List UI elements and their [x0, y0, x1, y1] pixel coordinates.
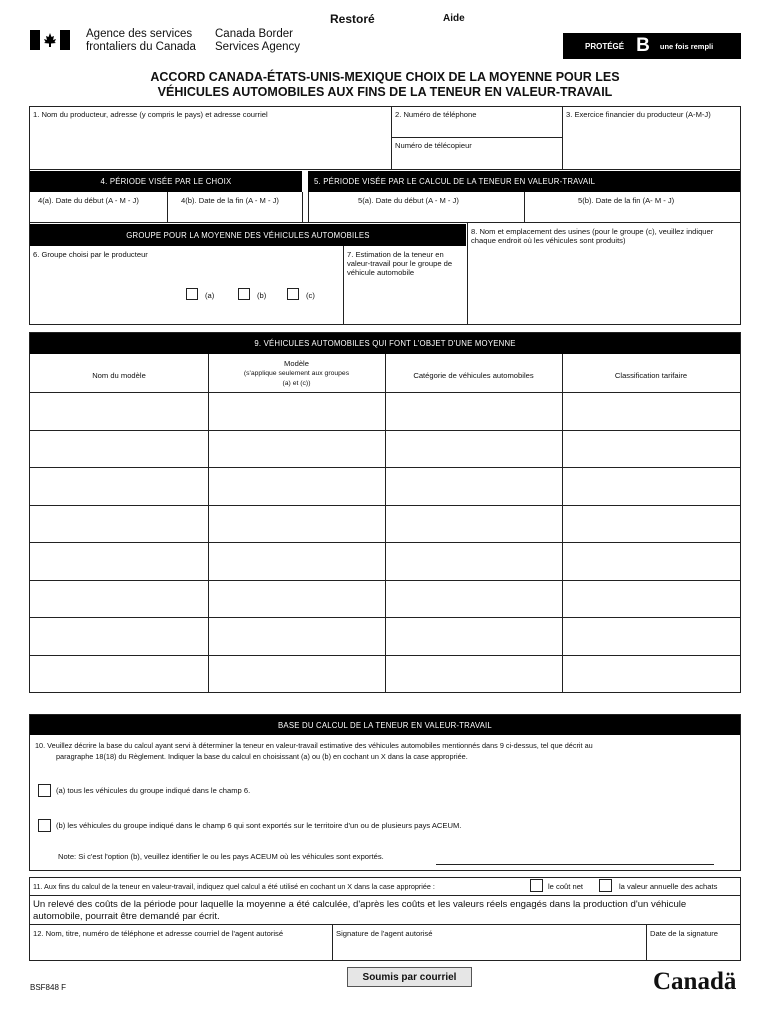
col-model-name: Nom du modèle	[92, 371, 146, 380]
plants-field[interactable]	[468, 250, 740, 324]
basis-a-checkbox[interactable]	[38, 784, 51, 797]
agency-name-fr	[86, 28, 196, 54]
fax-field[interactable]	[392, 151, 561, 168]
section-4-header: 4. PÉRIODE VISÉE PAR LE CHOIX	[30, 171, 302, 192]
table-cell[interactable]	[386, 431, 562, 467]
table-cell[interactable]	[30, 581, 208, 617]
start-date-5a-field[interactable]	[309, 206, 523, 221]
col-model-line2: (s'applique seulement aux groupes	[243, 370, 350, 377]
table-cell[interactable]	[563, 543, 740, 579]
basis-a-label: (a) tous les véhicules du groupe indiqué dans le champ 6.	[56, 786, 251, 795]
signature-field[interactable]	[333, 940, 645, 960]
group-choice-label: 6. Groupe choisi par le producteur	[33, 250, 148, 259]
table-cell[interactable]	[386, 543, 562, 579]
table-cell[interactable]	[209, 468, 385, 504]
fiscal-year-field[interactable]	[563, 120, 740, 168]
start-date-4a-label: 4(a). Date du début (A - M - J)	[38, 196, 139, 205]
notice-text	[33, 899, 686, 922]
col-model-line3: (a) et (c))	[282, 380, 311, 387]
table-cell[interactable]	[563, 468, 740, 504]
page-title	[0, 70, 770, 100]
col-vehicle-category: Catégorie de véhicules automobiles	[413, 371, 534, 380]
countries-field[interactable]	[436, 852, 714, 865]
annual-value-label: la valeur annuelle des achats	[619, 882, 718, 891]
table-cell[interactable]	[209, 393, 385, 429]
net-cost-checkbox[interactable]	[530, 879, 543, 892]
table-cell[interactable]	[386, 506, 562, 542]
table-cell[interactable]	[209, 618, 385, 654]
table-cell[interactable]	[563, 506, 740, 542]
table-cell[interactable]	[30, 506, 208, 542]
table-cell[interactable]	[386, 468, 562, 504]
signature-date-label: Date de la signature	[650, 929, 718, 938]
table-cell[interactable]	[209, 543, 385, 579]
estimate-field[interactable]	[344, 292, 466, 324]
divider	[29, 222, 741, 223]
table-cell[interactable]	[563, 581, 740, 617]
group-a-label: (a)	[205, 291, 215, 300]
group-c-label: (c)	[306, 291, 315, 300]
fax-label: Numéro de télécopieur	[395, 141, 472, 150]
table-cell[interactable]	[30, 431, 208, 467]
divider	[391, 137, 562, 138]
group-b-checkbox[interactable]	[238, 288, 250, 300]
phone-label: 2. Numéro de téléphone	[395, 110, 477, 119]
table-cell[interactable]	[209, 431, 385, 467]
table-cell[interactable]	[209, 581, 385, 617]
table-cell[interactable]	[563, 431, 740, 467]
agency-fr-line2: frontaliers du Canada	[86, 41, 196, 53]
table-cell[interactable]	[30, 393, 208, 429]
notice-line2: automobile, pourrait être demandé par écrit.	[33, 910, 220, 922]
signature-date-field[interactable]	[647, 940, 740, 960]
group-b-label: (b)	[257, 291, 267, 300]
start-date-4a-field[interactable]	[31, 206, 165, 221]
basis-note: Note: Si c'est l'option (b), veuillez identifier le ou les pays ACEUM où les véhicules sont exportés.	[58, 852, 384, 861]
help-button[interactable]: Aide	[443, 13, 465, 24]
col-tariff-classification: Classification tarifaire	[614, 371, 688, 380]
col-model	[208, 359, 385, 389]
restore-button[interactable]: Restoré	[330, 12, 375, 26]
submit-email-label: Soumis par courriel	[362, 971, 457, 983]
group-header: GROUPE POUR LA MOYENNE DES VÉHICULES AUTOMOBILES	[30, 224, 466, 246]
canada-wordmark: Canadä	[653, 968, 737, 995]
col-model-line1: Modèle	[284, 359, 309, 368]
page-title-line2: VÉHICULES AUTOMOBILES AUX FINS DE LA TENEUR EN VALEUR-TRAVAIL	[157, 85, 613, 99]
signature-label: Signature de l'agent autorisé	[336, 929, 433, 938]
net-cost-label: le coût net	[548, 882, 584, 891]
agency-name-en	[215, 28, 300, 54]
page-title-line1: ACCORD CANADA-ÉTATS-UNIS-MEXIQUE CHOIX DE LA MOYENNE POUR LES	[150, 70, 620, 84]
table-cell[interactable]	[386, 581, 562, 617]
end-date-4b-field[interactable]	[168, 206, 301, 221]
table-cell[interactable]	[30, 543, 208, 579]
protected-b-badge	[563, 33, 741, 59]
table-cell[interactable]	[30, 656, 208, 692]
basis-b-checkbox[interactable]	[38, 819, 51, 832]
table-cell[interactable]	[30, 618, 208, 654]
plants-label-text: 8. Nom et emplacement des usines (pour le groupe (c), veuillez indiquer chaque endroit où les véhicules sont produits)	[471, 227, 714, 245]
table-cell[interactable]	[209, 656, 385, 692]
fiscal-year-label: 3. Exercice financier du producteur (A-M-J)	[566, 110, 711, 119]
end-date-5b-label: 5(b). Date de la fin (A- M - J)	[578, 196, 675, 205]
table-cell[interactable]	[563, 618, 740, 654]
calculation-basis-header: BASE DU CALCUL DE LA TENEUR EN VALEUR-TRAVAIL	[30, 715, 740, 735]
estimate-label: 7. Estimation de la teneur en valeur-travail pour le groupe de véhicule automobile	[347, 250, 453, 277]
table-cell[interactable]	[386, 618, 562, 654]
submit-email-button[interactable]	[347, 967, 472, 987]
protected-label: PROTÉGÉ	[585, 41, 625, 51]
divider	[302, 192, 303, 222]
agent-info-label: 12. Nom, titre, numéro de téléphone et adresse courriel de l'agent autorisé	[33, 929, 284, 938]
table-cell[interactable]	[386, 393, 562, 429]
agency-en-line1: Canada Border	[215, 28, 293, 40]
table-cell[interactable]	[563, 656, 740, 692]
phone-field[interactable]	[392, 120, 561, 136]
table-cell[interactable]	[386, 656, 562, 692]
form-code: BSF848 F	[30, 983, 67, 992]
table-cell[interactable]	[563, 393, 740, 429]
table-cell[interactable]	[209, 506, 385, 542]
plants-label	[471, 227, 736, 245]
agency-fr-line1: Agence des services	[86, 28, 193, 40]
producer-name-field[interactable]	[30, 120, 390, 168]
protected-note: une fois rempli	[659, 41, 714, 51]
annual-value-checkbox[interactable]	[599, 879, 612, 892]
agent-info-field[interactable]	[30, 940, 331, 960]
vehicles-table-header: 9. VÉHICULES AUTOMOBILES QUI FONT L'OBJET D'UNE MOYENNE	[30, 333, 740, 354]
end-date-4b-label: 4(b). Date de la fin (A - M - J)	[181, 196, 279, 205]
table-cell[interactable]	[30, 468, 208, 504]
group-c-checkbox[interactable]	[287, 288, 299, 300]
divider	[29, 169, 741, 170]
section10-intro-line2: paragraphe 18(18) du Règlement. Indiquer la base du calcul en choisissant (a) ou (b) en cochant un X dans la case appropriée.	[56, 752, 468, 761]
section10-intro-line1: 10. Veuillez décrire la base du calcul ayant servi à déterminer la teneur en valeur-travail estimative des véhicules automobiles mentionnés dans 9 ci-dessus, tel que décrit au	[35, 741, 593, 750]
basis-b-label: (b) les véhicules du groupe indiqué dans le champ 6 qui sont exportés sur le territoire d'un ou de plusieurs pays ACEUM.	[56, 821, 462, 830]
notice-line1: Un relevé des coûts de la période pour laquelle la moyenne a été calculée, d'après les coûts et les valeurs réels engagés dans la production d'un véhicule	[33, 899, 687, 910]
agency-en-line2: Services Agency	[215, 41, 301, 53]
protected-letter: B	[636, 35, 650, 56]
group-a-checkbox[interactable]	[186, 288, 198, 300]
producer-name-label: 1. Nom du producteur, adresse (y compris le pays) et adresse courriel	[33, 110, 268, 119]
section11-label: 11. Aux fins du calcul de la teneur en valeur-travail, indiquez quel calcul a été utilisé en cochant un X dans la case appropriée :	[33, 882, 435, 891]
section-5-header: 5. PÉRIODE VISÉE PAR LE CALCUL DE LA TENEUR EN VALEUR-TRAVAIL	[308, 171, 740, 192]
end-date-5b-field[interactable]	[525, 206, 739, 221]
start-date-5a-label: 5(a). Date du début (A - M - J)	[358, 196, 459, 205]
canada-flag-icon	[30, 30, 70, 50]
